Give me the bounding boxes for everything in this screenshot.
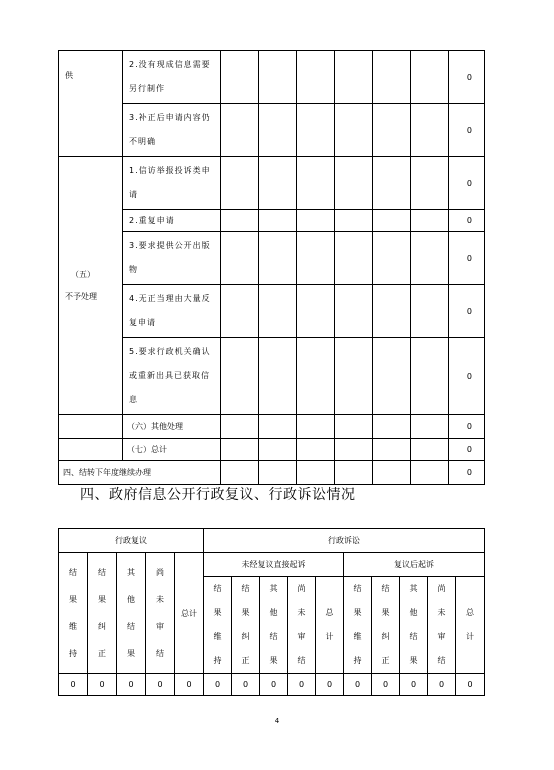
- category-refuse-cell: [59, 157, 123, 415]
- sub-item-cell: [123, 51, 221, 104]
- value-cell: 0: [400, 674, 428, 696]
- value-cell: 0: [456, 674, 485, 696]
- review-correct-header: 结果纠正: [88, 553, 117, 674]
- value-cell: 0: [449, 157, 485, 210]
- total-value: 0: [449, 439, 485, 461]
- after-correct-header: 结果纠正: [372, 577, 400, 674]
- carry-over-label: 四、结转下年度继续办理: [59, 461, 221, 485]
- sub-item-cell: [123, 104, 221, 157]
- value-cell: 0: [344, 674, 372, 696]
- table-row: [59, 285, 485, 338]
- review-litigation-table: [58, 528, 485, 696]
- direct-total-header: 总计: [316, 577, 344, 674]
- category-provide-cell: [59, 51, 123, 157]
- table-row: [59, 338, 485, 415]
- value-cell: 0: [204, 674, 232, 696]
- sub-item-label: 3.要求提供公开出版物: [129, 241, 211, 274]
- after-other-header: 其他结果: [400, 577, 428, 674]
- review-maintain-header: 结果维持: [59, 553, 88, 674]
- review-header: 行政复议: [59, 529, 204, 553]
- direct-litigation-header: 未经复议直接起诉: [204, 553, 344, 577]
- sub-item-label: 4.无正当理由大量反复申请: [129, 294, 211, 327]
- value-cell: 0: [288, 674, 316, 696]
- direct-other-header: 其他结果: [260, 577, 288, 674]
- after-review-litigation-header: 复议后起诉: [344, 553, 485, 577]
- sub-item-cell: [123, 210, 221, 232]
- table-row: [59, 232, 485, 285]
- review-other-header: 其他结果: [117, 553, 146, 674]
- table-row: [59, 210, 485, 232]
- value-cell: 0: [88, 674, 117, 696]
- carry-over-value: 0: [449, 461, 485, 485]
- value-cell: 0: [316, 674, 344, 696]
- after-pending-header: 尚未审结: [428, 577, 456, 674]
- value-cell: 0: [260, 674, 288, 696]
- after-total-header: 总计: [456, 577, 485, 674]
- value-cell: 0: [59, 674, 88, 696]
- value-cell: 0: [146, 674, 175, 696]
- total-label: （七）总计: [123, 439, 221, 461]
- table-row: [59, 439, 485, 461]
- sub-item-cell: [123, 285, 221, 338]
- sub-item-label: 1.信访举报投诉类申请: [129, 166, 211, 199]
- review-total-header: 总计: [175, 553, 204, 674]
- sub-item-label: 3.补正后申请内容仍不明确: [129, 113, 211, 146]
- sub-item-cell: [123, 232, 221, 285]
- other-handling-value: 0: [449, 415, 485, 439]
- direct-pending-header: 尚未审结: [288, 577, 316, 674]
- sub-item-cell: [123, 157, 221, 210]
- sub-item-label: 5.要求行政机关确认或重新出具已获取信息: [129, 347, 211, 404]
- category-refuse-label: 不予处理: [65, 291, 97, 301]
- review-pending-header: 尚未审结: [146, 553, 175, 674]
- value-cell: 0: [449, 338, 485, 415]
- category-provide-label: 供: [65, 71, 73, 80]
- value-cell: 0: [449, 285, 485, 338]
- table-row: [59, 51, 485, 104]
- disclosure-handling-table: [58, 50, 485, 485]
- table-row: [59, 529, 485, 553]
- sub-item-label: 2.重复申请: [129, 215, 175, 225]
- sub-item-cell: [123, 338, 221, 415]
- litigation-header: 行政诉讼: [204, 529, 485, 553]
- table-row: [59, 553, 485, 577]
- table-row: [59, 157, 485, 210]
- sub-item-label: 2.没有现成信息需要另行制作: [129, 60, 211, 93]
- value-cell: 0: [449, 210, 485, 232]
- page-number: 4: [274, 717, 280, 725]
- direct-correct-header: 结果纠正: [232, 577, 260, 674]
- value-cell: 0: [449, 104, 485, 157]
- value-cell: 0: [449, 51, 485, 104]
- table-row: [59, 415, 485, 439]
- value-cell: 0: [175, 674, 204, 696]
- value-cell: 0: [449, 232, 485, 285]
- section-title: 四、政府信息公开行政复议、行政诉讼情况: [80, 487, 356, 503]
- category-refuse-number: （五）: [71, 269, 95, 279]
- value-cell: 0: [428, 674, 456, 696]
- other-handling-label: （六）其他处理: [123, 415, 221, 439]
- table-row: [59, 104, 485, 157]
- table-row: [59, 674, 485, 696]
- after-maintain-header: 结果维持: [344, 577, 372, 674]
- value-cell: 0: [372, 674, 400, 696]
- direct-maintain-header: 结果维持: [204, 577, 232, 674]
- value-cell: 0: [232, 674, 260, 696]
- table-row: [59, 461, 485, 485]
- value-cell: 0: [117, 674, 146, 696]
